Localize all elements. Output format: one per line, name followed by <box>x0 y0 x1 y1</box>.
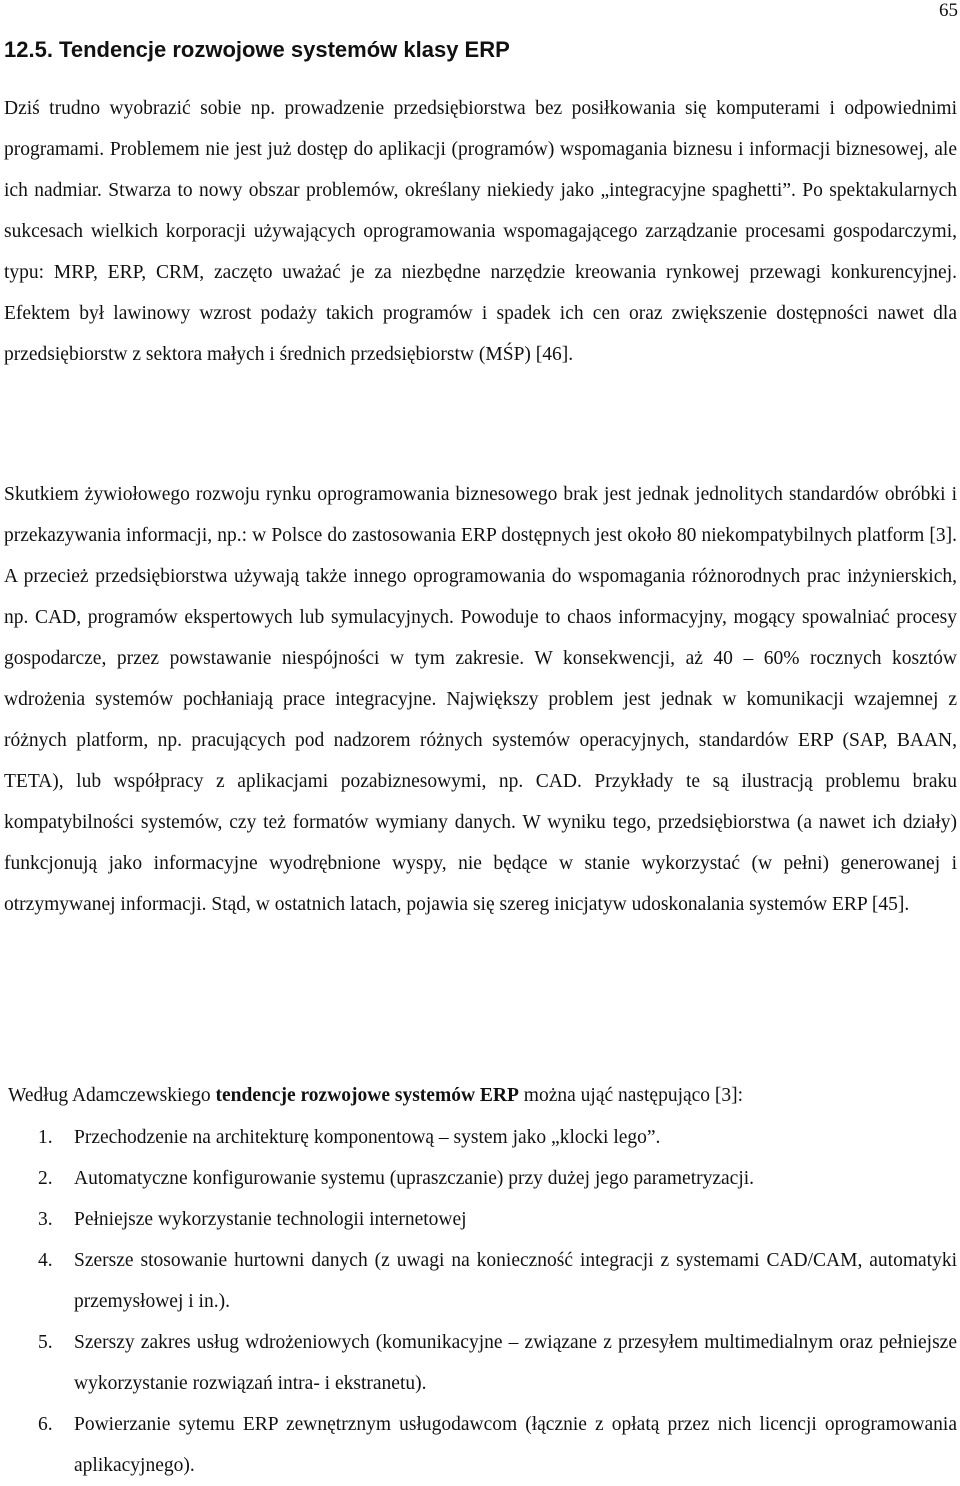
list-item <box>4 1322 957 1404</box>
list-item-text: Automatyczne konfigurowanie systemu (upraszczanie) przy dużej jego parametryzacji. <box>74 1168 755 1189</box>
list-item-number: 6. <box>38 1414 53 1435</box>
paragraph-intro: Dziś trudno wyobrazić sobie np. prowadzenie przedsiębiorstwa bez posiłkowania się komputerami i odpowiednimi programami. Problemem nie jest już dostęp do aplikacji (programów) wspomagania biznesu i informacji biznesowej, ale ich nadmiar. Stwarza to nowy obszar problemów, określany niekiedy jako „integracyjne spaghetti”. Po spektakularnych sukcesach wielkich korporacji używających oprogramowania wspomagającego zarządzanie procesami gospodarczymi, typu: MRP, ERP, CRM, zaczęto uważać je za niezbędne narzędzie kreowania rynkowej przewagi konkurencyjnej. Efektem był lawinowy wzrost podaży takich programów i spadek ich cen oraz zwiększenie dostępności nawet dla przedsiębiorstw z sektora małych i średnich przedsiębiorstw (MŚP) [46]. <box>4 98 957 365</box>
trends-intro <box>8 1076 743 1116</box>
list-item-text: Szersze stosowanie hurtowni danych (z uwagi na konieczność integracji z systemami CAD/CAM, automatyki przemysłowej i in.). <box>74 1250 957 1312</box>
list-item <box>4 1199 957 1240</box>
list-item <box>4 1404 957 1486</box>
trends-intro-after: można ująć następująco [3]: <box>518 1085 744 1106</box>
list-item <box>4 1158 957 1199</box>
list-item <box>4 1240 957 1322</box>
list-item-number: 4. <box>38 1250 53 1271</box>
list-item-number: 3. <box>38 1209 53 1230</box>
list-item-text: Szerszy zakres usług wdrożeniowych (komunikacyjne – związane z przesyłem multimedialnym oraz pełniejsze wykorzystanie rozwiązań intra- i ekstranetu). <box>74 1332 957 1394</box>
list-item-number: 2. <box>38 1168 53 1189</box>
list-item-text: Pełniejsze wykorzystanie technologii internetowej <box>74 1209 467 1230</box>
section-heading: 12.5. Tendencje rozwojowe systemów klasy ERP <box>4 37 510 62</box>
paragraph-market: Skutkiem żywiołowego rozwoju rynku oprogramowania biznesowego brak jest jednak jednolitych standardów obróbki i przekazywania informacji, np.: w Polsce do zastosowania ERP dostępnych jest około 80 niekompatybilnych platform [3]. A przecież przedsiębiorstwa używają także innego oprogramowania do wspomagania różnorodnych prac inżynierskich, np. CAD, programów ekspertowych lub symulacyjnych. Powoduje to chaos informacyjny, mogący spowalniać procesy gospodarcze, przez powstawanie niespójności w tym zakresie. W konsekwencji, aż 40 – 60% rocznych kosztów wdrożenia systemów pochłaniają prace integracyjne. Największy problem jest jednak w komunikacji wzajemnej z różnych platform, np. pracujących pod nadzorem różnych systemów operacyjnych, standardów ERP (SAP, BAAN, TETA), lub współpracy z aplikacjami pozabiznesowymi, np. CAD. Przykłady te są ilustracją problemu braku kompatybilności systemów, czy też formatów wymiany danych. W wyniku tego, przedsiębiorstwa (a nawet ich działy) funkcjonują jako informacyjne wyodrębnione wyspy, nie będące w stanie wykorzystać (w pełni) generowanej i otrzymywanej informacji. Stąd, w ostatnich latach, pojawia się szereg inicjatyw udoskonalania systemów ERP [45]. <box>4 484 957 915</box>
trends-intro-before: Według Adamczewskiego <box>8 1085 216 1106</box>
list-item <box>4 1117 957 1158</box>
list-item-text: Powierzanie sytemu ERP zewnętrznym usługodawcom (łącznie z opłatą przez nich licencji oprogramowania aplikacyjnego). <box>74 1414 957 1476</box>
list-item-number: 5. <box>38 1332 53 1353</box>
list-item-text: Przechodzenie na architekturę komponentową – system jako „klocki lego”. <box>74 1127 661 1148</box>
list-item-number: 1. <box>38 1127 53 1148</box>
trends-intro-bold: tendencje rozwojowe systemów ERP <box>215 1085 519 1106</box>
page-number: 65 <box>939 0 958 21</box>
trends-list <box>4 1117 957 1486</box>
